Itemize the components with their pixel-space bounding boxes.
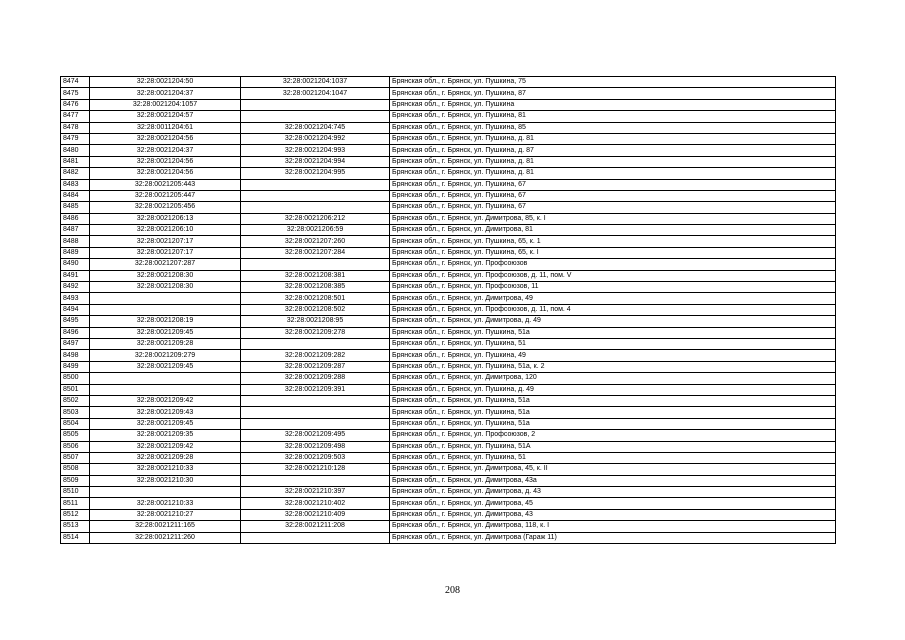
address-cell: Брянская обл., г. Брянск, ул. Пушкина, 51а xyxy=(390,327,836,338)
table-row xyxy=(61,122,836,133)
address-cell: Брянская обл., г. Брянск, ул. Пушкина, 81 xyxy=(390,111,836,122)
table-row xyxy=(61,168,836,179)
row-number-cell: 8489 xyxy=(61,247,90,258)
page-number: 208 xyxy=(445,585,460,596)
address-cell: Брянская обл., г. Брянск, ул. Димитрова, д. 49 xyxy=(390,316,836,327)
table-row xyxy=(61,202,836,213)
cadastral-number-cell: 32:28:0021204:56 xyxy=(90,133,241,144)
object-cadastral-number-cell: 32:28:0021209:391 xyxy=(241,384,390,395)
row-number-cell: 8486 xyxy=(61,213,90,224)
cadastral-number-cell: 32:28:0021207:17 xyxy=(90,247,241,258)
cadastral-number-cell: 32:28:0021204:57 xyxy=(90,111,241,122)
row-number-cell: 8503 xyxy=(61,407,90,418)
table-row xyxy=(61,304,836,315)
object-cadastral-number-cell xyxy=(241,395,390,406)
cadastral-number-cell: 32:28:0021210:33 xyxy=(90,464,241,475)
row-number-cell: 8500 xyxy=(61,373,90,384)
object-cadastral-number-cell xyxy=(241,179,390,190)
object-cadastral-number-cell xyxy=(241,202,390,213)
address-cell: Брянская обл., г. Брянск, ул. Пушкина, д. 81 xyxy=(390,168,836,179)
cadastral-number-cell: 32:28:0021209:42 xyxy=(90,395,241,406)
object-cadastral-number-cell: 32:28:0021204:993 xyxy=(241,145,390,156)
cadastral-number-cell: 32:28:0021210:27 xyxy=(90,509,241,520)
object-cadastral-number-cell: 32:28:0021210:409 xyxy=(241,509,390,520)
object-cadastral-number-cell: 32:28:0021204:992 xyxy=(241,133,390,144)
row-number-cell: 8484 xyxy=(61,190,90,201)
cadastral-number-cell: 32:28:0021211:165 xyxy=(90,521,241,532)
address-cell: Брянская обл., г. Брянск, ул. Пушкина, 87 xyxy=(390,88,836,99)
table-row xyxy=(61,521,836,532)
object-cadastral-number-cell: 32:28:0021207:260 xyxy=(241,236,390,247)
object-cadastral-number-cell xyxy=(241,190,390,201)
object-cadastral-number-cell xyxy=(241,259,390,270)
register-table-body xyxy=(61,77,836,544)
table-row xyxy=(61,316,836,327)
cadastral-number-cell: 32:28:0021209:45 xyxy=(90,418,241,429)
object-cadastral-number-cell: 32:28:0021209:278 xyxy=(241,327,390,338)
row-number-cell: 8510 xyxy=(61,487,90,498)
table-row xyxy=(61,213,836,224)
address-cell: Брянская обл., г. Брянск, ул. Пушкина, 65, к. 1 xyxy=(390,236,836,247)
cadastral-number-cell xyxy=(90,373,241,384)
row-number-cell: 8493 xyxy=(61,293,90,304)
table-row xyxy=(61,509,836,520)
table-row xyxy=(61,111,836,122)
address-cell: Брянская обл., г. Брянск, ул. Димитрова, 49 xyxy=(390,293,836,304)
object-cadastral-number-cell: 32:28:0021211:208 xyxy=(241,521,390,532)
row-number-cell: 8512 xyxy=(61,509,90,520)
address-cell: Брянская обл., г. Брянск, ул. Профсоюзов, д. 11, пом. V xyxy=(390,270,836,281)
table-row xyxy=(61,225,836,236)
object-cadastral-number-cell: 32:28:0021209:282 xyxy=(241,350,390,361)
row-number-cell: 8505 xyxy=(61,430,90,441)
row-number-cell: 8491 xyxy=(61,270,90,281)
row-number-cell: 8475 xyxy=(61,88,90,99)
table-row xyxy=(61,475,836,486)
address-cell: Брянская обл., г. Брянск, ул. Пушкина, 85 xyxy=(390,122,836,133)
object-cadastral-number-cell: 32:28:0021207:284 xyxy=(241,247,390,258)
address-cell: Брянская обл., г. Брянск, ул. Профсоюзов, 11 xyxy=(390,282,836,293)
object-cadastral-number-cell xyxy=(241,407,390,418)
object-cadastral-number-cell: 32:28:0021204:995 xyxy=(241,168,390,179)
object-cadastral-number-cell: 32:28:0021204:1037 xyxy=(241,77,390,88)
cadastral-number-cell: 32:28:0021207:17 xyxy=(90,236,241,247)
address-cell: Брянская обл., г. Брянск, ул. Димитрова, 81 xyxy=(390,225,836,236)
address-cell: Брянская обл., г. Брянск, ул. Пушкина, 75 xyxy=(390,77,836,88)
object-cadastral-number-cell: 32:28:0021204:1047 xyxy=(241,88,390,99)
object-cadastral-number-cell xyxy=(241,111,390,122)
row-number-cell: 8478 xyxy=(61,122,90,133)
cadastral-number-cell: 32:28:0021205:447 xyxy=(90,190,241,201)
address-cell: Брянская обл., г. Брянск, ул. Димитрова, д. 43 xyxy=(390,487,836,498)
object-cadastral-number-cell: 32:28:0021210:402 xyxy=(241,498,390,509)
object-cadastral-number-cell: 32:28:0021208:502 xyxy=(241,304,390,315)
cadastral-number-cell: 32:28:0021210:30 xyxy=(90,475,241,486)
row-number-cell: 8496 xyxy=(61,327,90,338)
cadastral-number-cell: 32:28:0021204:37 xyxy=(90,145,241,156)
address-cell: Брянская обл., г. Брянск, ул. Пушкина, д. 87 xyxy=(390,145,836,156)
cadastral-number-cell: 32:28:0021204:1057 xyxy=(90,99,241,110)
row-number-cell: 8492 xyxy=(61,282,90,293)
row-number-cell: 8508 xyxy=(61,464,90,475)
object-cadastral-number-cell xyxy=(241,532,390,543)
row-number-cell: 8509 xyxy=(61,475,90,486)
object-cadastral-number-cell: 32:28:0021208:385 xyxy=(241,282,390,293)
address-cell: Брянская обл., г. Брянск, ул. Димитрова, 118, к. I xyxy=(390,521,836,532)
address-cell: Брянская обл., г. Брянск, ул. Пушкина, 49 xyxy=(390,350,836,361)
address-cell: Брянская обл., г. Брянск, ул. Пушкина, 51а xyxy=(390,407,836,418)
object-cadastral-number-cell: 32:28:0021208:501 xyxy=(241,293,390,304)
table-row xyxy=(61,350,836,361)
address-cell: Брянская обл., г. Брянск, ул. Пушкина, д. 49 xyxy=(390,384,836,395)
cadastral-number-cell: 32:28:0021209:45 xyxy=(90,361,241,372)
cadastral-number-cell: 32:28:0021206:13 xyxy=(90,213,241,224)
address-cell: Брянская обл., г. Брянск, ул. Пушкина, д. 81 xyxy=(390,133,836,144)
row-number-cell: 8483 xyxy=(61,179,90,190)
row-number-cell: 8506 xyxy=(61,441,90,452)
table-row xyxy=(61,498,836,509)
cadastral-number-cell: 32:28:0021207:287 xyxy=(90,259,241,270)
table-row xyxy=(61,418,836,429)
row-number-cell: 8497 xyxy=(61,338,90,349)
address-cell: Брянская обл., г. Брянск, ул. Димитрова, 85, к. I xyxy=(390,213,836,224)
object-cadastral-number-cell: 32:28:0021209:287 xyxy=(241,361,390,372)
table-row xyxy=(61,99,836,110)
row-number-cell: 8499 xyxy=(61,361,90,372)
cadastral-number-cell: 32:28:0021204:50 xyxy=(90,77,241,88)
cadastral-number-cell: 32:28:0021204:56 xyxy=(90,168,241,179)
table-row xyxy=(61,156,836,167)
object-cadastral-number-cell xyxy=(241,338,390,349)
cadastral-number-cell: 32:28:0021209:279 xyxy=(90,350,241,361)
table-row xyxy=(61,179,836,190)
object-cadastral-number-cell: 32:28:0021210:397 xyxy=(241,487,390,498)
address-cell: Брянская обл., г. Брянск, ул. Димитрова, 45, к. II xyxy=(390,464,836,475)
cadastral-register-table xyxy=(60,76,836,544)
table-row xyxy=(61,361,836,372)
address-cell: Брянская обл., г. Брянск, ул. Пушкина, 51 xyxy=(390,452,836,463)
row-number-cell: 8485 xyxy=(61,202,90,213)
address-cell: Брянская обл., г. Брянск, ул. Димитрова, 120 xyxy=(390,373,836,384)
object-cadastral-number-cell: 32:28:0021209:288 xyxy=(241,373,390,384)
row-number-cell: 8488 xyxy=(61,236,90,247)
cadastral-number-cell: 32:28:0021204:56 xyxy=(90,156,241,167)
object-cadastral-number-cell: 32:28:0021209:498 xyxy=(241,441,390,452)
object-cadastral-number-cell: 32:28:0021204:745 xyxy=(241,122,390,133)
row-number-cell: 8480 xyxy=(61,145,90,156)
row-number-cell: 8504 xyxy=(61,418,90,429)
cadastral-number-cell: 32:28:0021205:443 xyxy=(90,179,241,190)
table-row xyxy=(61,77,836,88)
table-row xyxy=(61,327,836,338)
cadastral-number-cell: 32:28:0021209:28 xyxy=(90,452,241,463)
table-row xyxy=(61,293,836,304)
address-cell: Брянская обл., г. Брянск, ул. Профсоюзов xyxy=(390,259,836,270)
object-cadastral-number-cell xyxy=(241,99,390,110)
table-row xyxy=(61,133,836,144)
row-number-cell: 8479 xyxy=(61,133,90,144)
table-row xyxy=(61,464,836,475)
row-number-cell: 8502 xyxy=(61,395,90,406)
table-row xyxy=(61,270,836,281)
cadastral-number-cell xyxy=(90,304,241,315)
address-cell: Брянская обл., г. Брянск, ул. Димитрова, 43а xyxy=(390,475,836,486)
row-number-cell: 8494 xyxy=(61,304,90,315)
address-cell: Брянская обл., г. Брянск, ул. Пушкина, 65, к. I xyxy=(390,247,836,258)
address-cell: Брянская обл., г. Брянск, ул. Пушкина, д. 81 xyxy=(390,156,836,167)
row-number-cell: 8501 xyxy=(61,384,90,395)
object-cadastral-number-cell xyxy=(241,418,390,429)
row-number-cell: 8487 xyxy=(61,225,90,236)
cadastral-number-cell: 32:28:0021209:35 xyxy=(90,430,241,441)
address-cell: Брянская обл., г. Брянск, ул. Пушкина, 51а xyxy=(390,418,836,429)
row-number-cell: 8513 xyxy=(61,521,90,532)
object-cadastral-number-cell: 32:28:0021208:381 xyxy=(241,270,390,281)
address-cell: Брянская обл., г. Брянск, ул. Профсоюзов, д. 11, пом. 4 xyxy=(390,304,836,315)
row-number-cell: 8482 xyxy=(61,168,90,179)
cadastral-number-cell: 32:28:0021208:19 xyxy=(90,316,241,327)
table-row xyxy=(61,441,836,452)
object-cadastral-number-cell: 32:28:0021206:59 xyxy=(241,225,390,236)
row-number-cell: 8476 xyxy=(61,99,90,110)
table-row xyxy=(61,395,836,406)
row-number-cell: 8481 xyxy=(61,156,90,167)
cadastral-number-cell: 32:28:0021209:42 xyxy=(90,441,241,452)
cadastral-number-cell: 32:28:0021205:456 xyxy=(90,202,241,213)
row-number-cell: 8498 xyxy=(61,350,90,361)
cadastral-number-cell xyxy=(90,384,241,395)
cadastral-number-cell: 32:28:0021209:43 xyxy=(90,407,241,418)
cadastral-number-cell: 32:28:0011204:61 xyxy=(90,122,241,133)
table-row xyxy=(61,88,836,99)
address-cell: Брянская обл., г. Брянск, ул. Пушкина, 51 xyxy=(390,338,836,349)
table-row xyxy=(61,430,836,441)
cadastral-number-cell: 32:28:0021210:33 xyxy=(90,498,241,509)
table-row xyxy=(61,247,836,258)
address-cell: Брянская обл., г. Брянск, ул. Димитрова, 43 xyxy=(390,509,836,520)
table-row xyxy=(61,282,836,293)
table-row xyxy=(61,407,836,418)
object-cadastral-number-cell: 32:28:0021206:212 xyxy=(241,213,390,224)
cadastral-number-cell: 32:28:0021208:30 xyxy=(90,270,241,281)
address-cell: Брянская обл., г. Брянск, ул. Пушкина, 51а, к. 2 xyxy=(390,361,836,372)
table-row xyxy=(61,532,836,543)
cadastral-number-cell: 32:28:0021209:45 xyxy=(90,327,241,338)
cadastral-number-cell: 32:28:0021209:28 xyxy=(90,338,241,349)
cadastral-number-cell xyxy=(90,487,241,498)
row-number-cell: 8490 xyxy=(61,259,90,270)
address-cell: Брянская обл., г. Брянск, ул. Димитрова (Гараж 11) xyxy=(390,532,836,543)
address-cell: Брянская обл., г. Брянск, ул. Пушкина, 67 xyxy=(390,202,836,213)
address-cell: Брянская обл., г. Брянск, ул. Пушкина, 67 xyxy=(390,179,836,190)
row-number-cell: 8474 xyxy=(61,77,90,88)
table-row xyxy=(61,145,836,156)
address-cell: Брянская обл., г. Брянск, ул. Пушкина, 67 xyxy=(390,190,836,201)
object-cadastral-number-cell: 32:28:0021210:128 xyxy=(241,464,390,475)
address-cell: Брянская обл., г. Брянск, ул. Пушкина, 51а xyxy=(390,395,836,406)
row-number-cell: 8495 xyxy=(61,316,90,327)
row-number-cell: 8477 xyxy=(61,111,90,122)
object-cadastral-number-cell: 32:28:0021209:495 xyxy=(241,430,390,441)
table-row xyxy=(61,487,836,498)
address-cell: Брянская обл., г. Брянск, ул. Профсоюзов, 2 xyxy=(390,430,836,441)
table-row xyxy=(61,452,836,463)
address-cell: Брянская обл., г. Брянск, ул. Димитрова, 45 xyxy=(390,498,836,509)
address-cell: Брянская обл., г. Брянск, ул. Пушкина xyxy=(390,99,836,110)
table-row xyxy=(61,190,836,201)
table-row xyxy=(61,236,836,247)
row-number-cell: 8514 xyxy=(61,532,90,543)
table-row xyxy=(61,259,836,270)
cadastral-number-cell: 32:28:0021204:37 xyxy=(90,88,241,99)
object-cadastral-number-cell xyxy=(241,475,390,486)
cadastral-number-cell xyxy=(90,293,241,304)
object-cadastral-number-cell: 32:28:0021209:503 xyxy=(241,452,390,463)
cadastral-number-cell: 32:28:0021206:10 xyxy=(90,225,241,236)
row-number-cell: 8511 xyxy=(61,498,90,509)
cadastral-number-cell: 32:28:0021211:260 xyxy=(90,532,241,543)
object-cadastral-number-cell: 32:28:0021208:95 xyxy=(241,316,390,327)
table-row xyxy=(61,384,836,395)
object-cadastral-number-cell: 32:28:0021204:994 xyxy=(241,156,390,167)
table-row xyxy=(61,338,836,349)
row-number-cell: 8507 xyxy=(61,452,90,463)
address-cell: Брянская обл., г. Брянск, ул. Пушкина, 51А xyxy=(390,441,836,452)
table-row xyxy=(61,373,836,384)
cadastral-number-cell: 32:28:0021208:30 xyxy=(90,282,241,293)
